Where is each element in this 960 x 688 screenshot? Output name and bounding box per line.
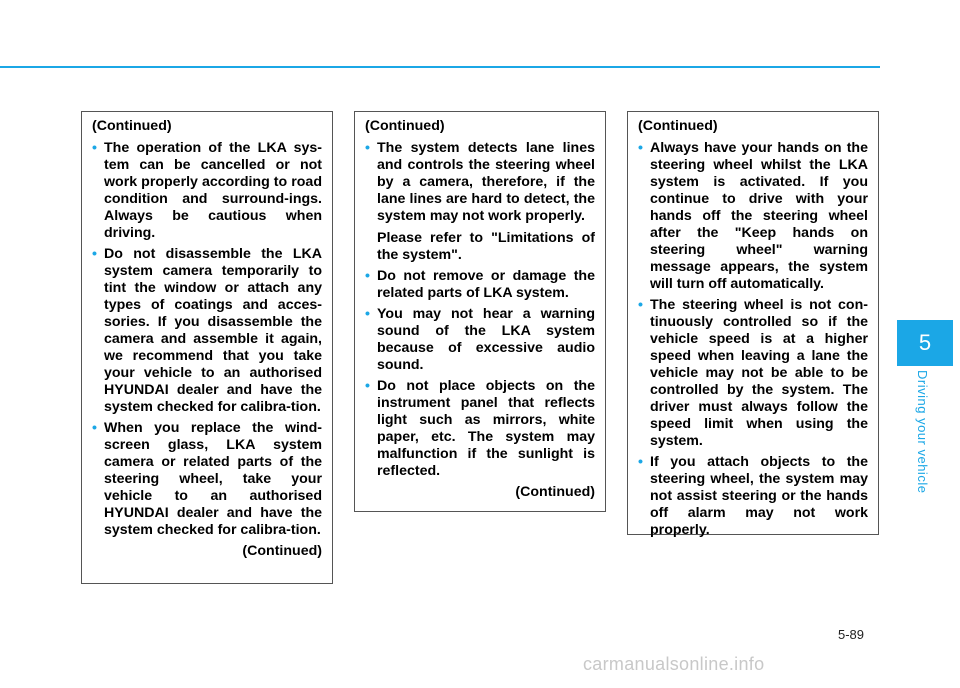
continued-footer: (Continued) xyxy=(242,543,322,559)
caution-box-3 xyxy=(627,111,879,538)
list-item-note: Please refer to "Limitations of the system". xyxy=(377,230,595,263)
continued-heading: (Continued) xyxy=(638,118,718,134)
list-item-text: Always have your hands on the steering wheel whilst the LKA system is activated. If you continue to drive with your hands off the steering wheel after the "Keep hands on steering wheel" warning message appears, the system will turn off automatically. xyxy=(650,140,868,292)
list-item-text: Do not remove or damage the related parts of LKA system. xyxy=(377,268,595,301)
list-item xyxy=(365,378,595,480)
list-item-text: When you replace the wind-screen glass, LKA system camera or related parts of the steering wheel, take your vehicle to an authorised HYUNDAI dealer and have the system checked for calibra-tion. xyxy=(104,420,322,538)
list-item-text: The operation of the LKA sys-tem can be cancelled or not work properly according to road condition and surround-ings. Always be cautious when driving. xyxy=(104,140,322,241)
list-item xyxy=(92,420,322,539)
bullet-icon: • xyxy=(92,246,97,262)
bullet-icon: • xyxy=(365,378,370,394)
list-item xyxy=(365,306,595,374)
list-item-text: Do not place objects on the instrument panel that reflects light such as mirrors, white paper, etc. The system may malfunction if the sunlight is reflected. xyxy=(377,378,595,479)
list-item-text: The system detects lane lines and controls the steering wheel by a camera, therefore, if the lane lines are hard to detect, the system may not work properly. xyxy=(377,140,595,224)
caution-list xyxy=(92,140,322,539)
watermark: carmanualsonline.info xyxy=(583,654,765,674)
bullet-icon: • xyxy=(365,140,370,156)
list-item-text: If you attach objects to the steering wheel, the system may not assist steering or the hands off alarm may not work properly. xyxy=(650,454,868,538)
list-item xyxy=(365,140,595,264)
list-item xyxy=(92,140,322,242)
list-item-text: Do not disassemble the LKA system camera temporarily to tint the window or attach any types of coatings and acces-sories. If you disassemble the camera and assemble it again, we recommend that you take your vehicle to an authorised HYUNDAI dealer and have the system checked for calibra-tion. xyxy=(104,246,322,415)
continued-heading: (Continued) xyxy=(92,118,172,134)
list-item xyxy=(638,140,868,293)
list-item xyxy=(638,297,868,450)
caution-list xyxy=(365,140,595,480)
chapter-number-tab: 5 xyxy=(897,320,953,366)
bullet-icon: • xyxy=(638,297,643,313)
bullet-icon: • xyxy=(92,140,97,156)
bullet-icon: • xyxy=(92,420,97,436)
chapter-title: Driving your vehicle xyxy=(915,370,930,494)
page-number: 5-89 xyxy=(838,627,865,642)
list-item xyxy=(92,246,322,416)
header-rule xyxy=(0,66,880,68)
continued-footer: (Continued) xyxy=(515,484,595,500)
caution-list xyxy=(638,140,868,539)
list-item xyxy=(638,454,868,539)
list-item-text: The steering wheel is not con-tinuously controlled so if the vehicle speed is at a higher speed when leaving a lane the vehicle may not be able to be controlled by the system. The driver must always follow the speed limit when using the system. xyxy=(650,297,868,449)
continued-heading: (Continued) xyxy=(365,118,445,134)
bullet-icon: • xyxy=(638,140,643,156)
list-item xyxy=(365,268,595,302)
list-item-text: You may not hear a warning sound of the LKA system because of excessive audio sound. xyxy=(377,306,595,373)
caution-box-2 xyxy=(354,111,606,512)
bullet-icon: • xyxy=(638,454,643,470)
caution-box-1 xyxy=(81,111,333,584)
bullet-icon: • xyxy=(365,306,370,322)
bullet-icon: • xyxy=(365,268,370,284)
